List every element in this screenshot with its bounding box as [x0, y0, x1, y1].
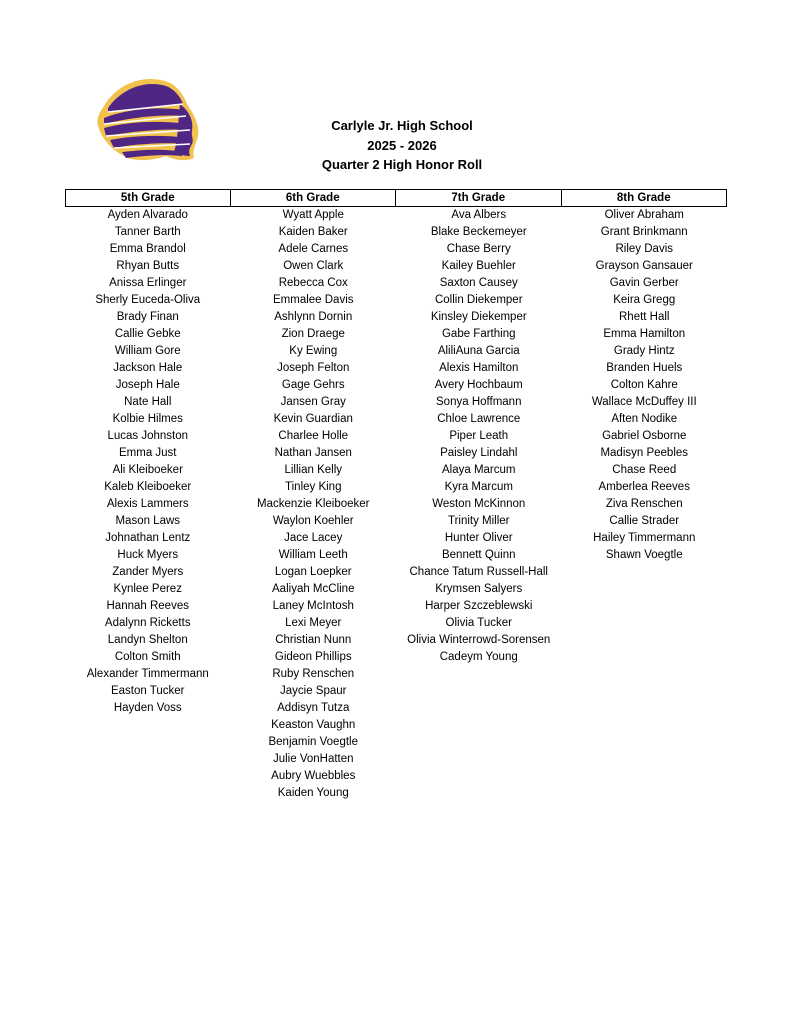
student-name: Nathan Jansen — [274, 447, 352, 459]
student-name: Kaleb Kleiboeker — [104, 481, 192, 493]
student-name: Hunter Oliver — [444, 532, 513, 544]
student-name: Kaiden Young — [277, 787, 349, 799]
honor-roll-title: Quarter 2 High Honor Roll — [321, 157, 483, 172]
school-name: Carlyle Jr. High School — [331, 118, 473, 133]
student-name: Joseph Hale — [115, 379, 180, 391]
student-name: Saxton Causey — [439, 277, 518, 289]
student-name: Chase Reed — [612, 464, 677, 476]
student-name: Lexi Meyer — [285, 617, 342, 629]
student-name: Grady Hintz — [613, 345, 675, 357]
column-header: 6th Grade — [231, 189, 397, 207]
student-name: Madisyn Peebles — [600, 447, 689, 459]
student-name: Logan Loepker — [274, 566, 352, 578]
student-name: Emmalee Davis — [272, 294, 354, 306]
student-name: Lillian Kelly — [284, 464, 343, 476]
student-name: Alexis Lammers — [106, 498, 189, 510]
student-name: Easton Tucker — [110, 685, 185, 697]
student-name: Gage Gehrs — [281, 379, 345, 391]
student-name: Collin Diekemper — [434, 294, 523, 306]
student-name: Grant Brinkmann — [600, 226, 688, 238]
student-name: Ky Ewing — [289, 345, 338, 357]
student-name: Gideon Phillips — [274, 651, 352, 663]
student-name: Gabe Farthing — [441, 328, 516, 340]
student-name: Lucas Johnston — [107, 430, 189, 442]
student-name: Kaiden Baker — [278, 226, 348, 238]
student-name: Kailey Buehler — [441, 260, 516, 272]
honor-roll-table — [65, 189, 727, 802]
student-name: Emma Just — [118, 447, 177, 459]
student-name: Nate Hall — [124, 396, 172, 408]
school-logo — [94, 74, 202, 166]
student-name: Gavin Gerber — [609, 277, 679, 289]
student-name: Oliver Abraham — [604, 209, 684, 221]
student-name: Julie VonHatten — [272, 753, 354, 765]
student-name: Sonya Hoffmann — [436, 396, 522, 408]
student-name: Amberlea Reeves — [598, 481, 690, 493]
student-name: Ziva Renschen — [605, 498, 683, 510]
student-name: Sherly Euceda-Oliva — [95, 294, 201, 306]
student-name: Mason Laws — [115, 515, 181, 527]
column-header: 7th Grade — [396, 189, 562, 207]
student-name: Adalynn Ricketts — [104, 617, 191, 629]
student-name: Blake Beckemeyer — [430, 226, 527, 238]
student-name: Chloe Lawrence — [437, 413, 521, 425]
student-name: Olivia Tucker — [445, 617, 512, 629]
student-name: Ali Kleiboeker — [112, 464, 183, 476]
student-name: Callie Gebke — [114, 328, 181, 340]
document-header — [262, 116, 542, 175]
student-name: Benjamin Voegtle — [268, 736, 358, 748]
student-name: Owen Clark — [283, 260, 344, 272]
student-name: Kinsley Diekemper — [430, 311, 527, 323]
student-name: Aften Nodike — [611, 413, 678, 425]
student-name: Shawn Voegtle — [605, 549, 683, 561]
student-name: Zander Myers — [112, 566, 184, 578]
student-name: William Leeth — [278, 549, 348, 561]
student-name: Hailey Timmermann — [593, 532, 696, 544]
student-name: Joseph Felton — [277, 362, 350, 374]
warrior-headdress-icon — [94, 74, 202, 166]
student-name: Tinley King — [285, 481, 342, 493]
student-name: Colton Kahre — [610, 379, 678, 391]
student-name: Kevin Guardian — [273, 413, 353, 425]
student-name: Piper Leath — [449, 430, 509, 442]
student-name: Hayden Voss — [113, 702, 182, 714]
student-name: Zion Draege — [281, 328, 345, 340]
grade-column-6th — [231, 189, 397, 802]
student-name: Keira Gregg — [613, 294, 676, 306]
student-name: Emma Brandol — [109, 243, 186, 255]
student-name: Mackenzie Kleiboeker — [256, 498, 370, 510]
student-name: Rhett Hall — [619, 311, 670, 323]
student-name: Alexis Hamilton — [439, 362, 519, 374]
grade-column-8th — [562, 189, 728, 802]
student-name: AliliAuna Garcia — [437, 345, 520, 357]
student-name: Gabriel Osborne — [602, 430, 687, 442]
student-name: Paisley Lindahl — [440, 447, 518, 459]
student-name: Chance Tatum Russell-Hall — [409, 566, 548, 578]
student-name: Cadeym Young — [439, 651, 518, 663]
student-name: Laney McIntosh — [272, 600, 354, 612]
school-year: 2025 - 2026 — [367, 137, 437, 153]
student-name: Ava Albers — [451, 209, 507, 221]
student-name: Ashlynn Dornin — [274, 311, 353, 323]
student-name: Huck Myers — [117, 549, 179, 561]
student-name: Olivia Winterrowd-Sorensen — [407, 634, 551, 646]
student-name: Krymsen Salyers — [435, 583, 523, 595]
student-name: Charlee Holle — [278, 430, 349, 442]
student-name: Kolbie Hilmes — [112, 413, 183, 425]
student-name: Avery Hochbaum — [434, 379, 523, 391]
student-name: Wyatt Apple — [282, 209, 344, 221]
student-name: Bennett Quinn — [441, 549, 516, 561]
student-name: Trinity Miller — [447, 515, 510, 527]
student-name: Adele Carnes — [278, 243, 349, 255]
student-name: Waylon Koehler — [272, 515, 354, 527]
student-name: Rhyan Butts — [116, 260, 180, 272]
grade-column-5th — [65, 189, 231, 802]
student-name: Kyra Marcum — [444, 481, 513, 493]
student-name: Kynlee Perez — [113, 583, 182, 595]
student-name: Christian Nunn — [275, 634, 352, 646]
student-name: Hannah Reeves — [106, 600, 189, 612]
student-name: Grayson Gansauer — [595, 260, 693, 272]
student-name: Jace Lacey — [284, 532, 343, 544]
student-name: Jackson Hale — [113, 362, 183, 374]
student-name: Wallace McDuffey III — [591, 396, 697, 408]
student-name: Keaston Vaughn — [271, 719, 356, 731]
student-name: Alexander Timmermann — [86, 668, 209, 680]
student-name: Colton Smith — [114, 651, 181, 663]
student-name: Weston McKinnon — [432, 498, 526, 510]
student-name: Chase Berry — [446, 243, 511, 255]
student-name: Addisyn Tutza — [277, 702, 350, 714]
student-name: Alaya Marcum — [442, 464, 516, 476]
student-name: Jaycie Spaur — [280, 685, 347, 697]
student-name: Callie Strader — [609, 515, 680, 527]
column-header: 5th Grade — [65, 189, 231, 207]
student-name: Ayden Alvarado — [107, 209, 188, 221]
student-name: Aaliyah McCline — [272, 583, 355, 595]
student-name: Ruby Renschen — [272, 668, 355, 680]
student-name: Jansen Gray — [280, 396, 346, 408]
student-name: Anissa Erlinger — [109, 277, 187, 289]
student-name: Rebecca Cox — [278, 277, 348, 289]
student-name: Johnathan Lentz — [105, 532, 191, 544]
student-name: Emma Hamilton — [603, 328, 686, 340]
student-name: Brady Finan — [116, 311, 179, 323]
student-name: Harper Szczeblewski — [425, 600, 533, 612]
grade-column-7th — [396, 189, 562, 802]
student-name: Aubry Wuebbles — [271, 770, 356, 782]
student-name: William Gore — [114, 345, 181, 357]
student-name: Landyn Shelton — [107, 634, 188, 646]
student-name: Branden Huels — [606, 362, 683, 374]
column-header: 8th Grade — [562, 189, 728, 207]
student-name: Riley Davis — [615, 243, 673, 255]
student-name: Tanner Barth — [114, 226, 181, 238]
